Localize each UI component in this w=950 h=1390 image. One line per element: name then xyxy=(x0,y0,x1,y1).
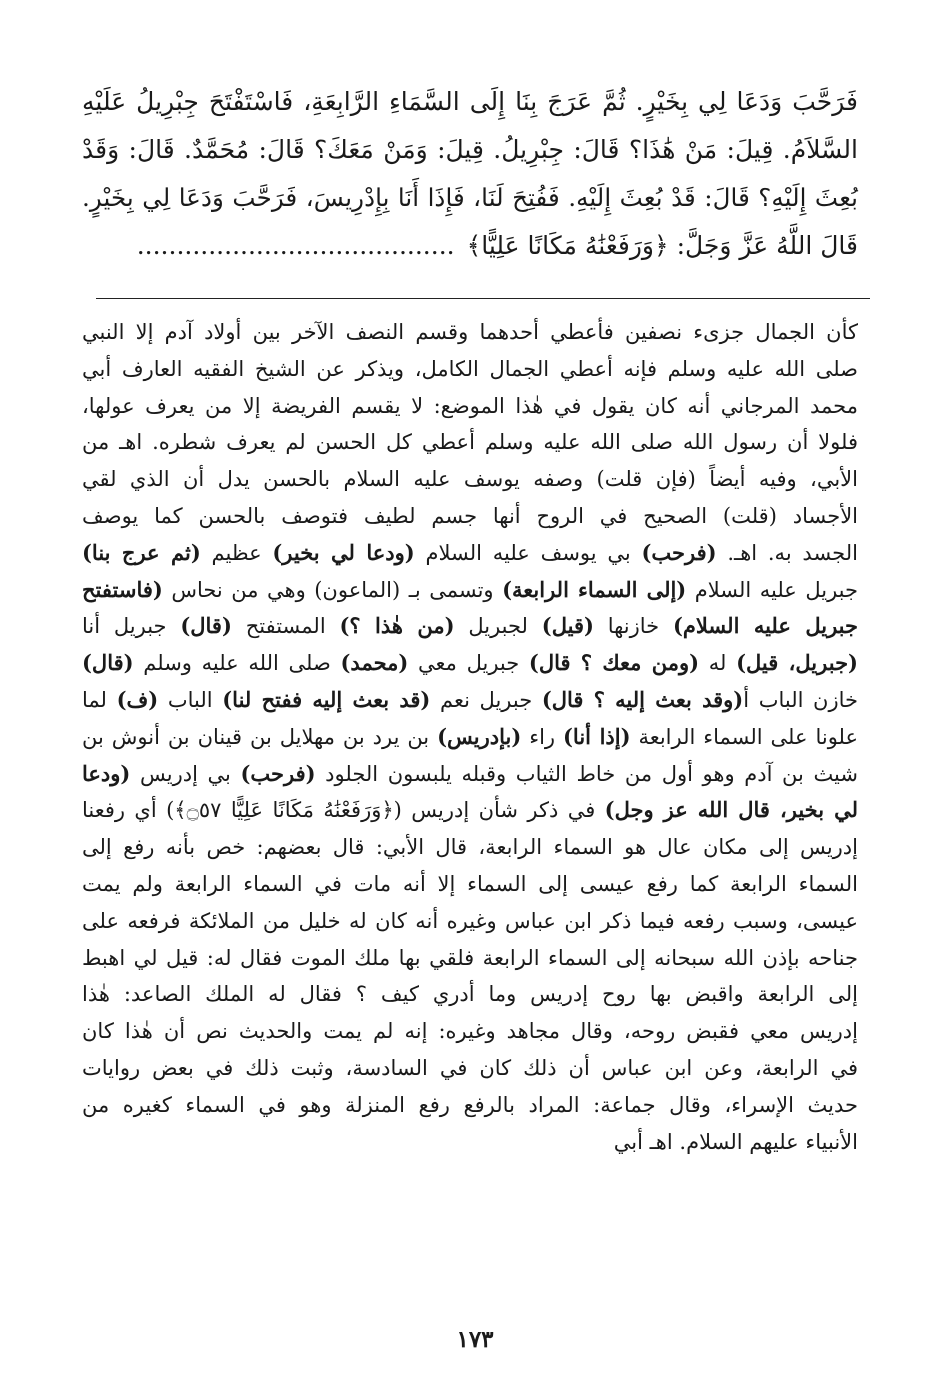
commentary-line xyxy=(82,829,858,866)
commentary-quote-bold: (قال) xyxy=(180,613,232,639)
commentary-segment: لجبريل xyxy=(454,614,542,639)
commentary-quote-bold: (ف) xyxy=(116,686,159,712)
commentary-quote-bold: (فرحب) xyxy=(641,539,717,565)
footnote-separator xyxy=(96,298,870,299)
commentary-quote-bold: لي بخير، قال الله عز وجل) xyxy=(604,797,858,823)
commentary-quote-bold: (جبريل، قيل) xyxy=(736,650,858,676)
commentary-segment: إدريس إلى مكان عال هو السماء الرابعة، قال الأبي: قال بعضهم: خص بأنه رفع إلى xyxy=(82,835,858,860)
commentary-segment: الباب xyxy=(158,687,223,712)
commentary-line xyxy=(82,682,858,719)
commentary-quote-bold: (ومن معك ؟ قال) xyxy=(528,650,700,676)
commentary-segment: محمد المرجاني أنه كان يقول في هٰذا الموضع: لا يقسم الفريضة إلا من يعرف عولها، xyxy=(82,393,858,418)
commentary-segment: جناحه بإذن الله سبحانه إلى السماء الرابعة فلقي بها ملك الموت فقال له: قيل لي اهبط xyxy=(82,945,858,970)
commentary-quote-bold: (إذا أنا) xyxy=(563,723,631,749)
commentary-segment: راء xyxy=(521,724,563,749)
commentary-segment: الجسد به. اهـ. xyxy=(716,540,858,565)
commentary-segment: فلولا أن رسول الله صلى الله عليه وسلم أعطي كل الحسن لم يعرف شطره. اهـ من xyxy=(82,430,858,455)
commentary-segment: جبريل معي xyxy=(408,651,529,676)
quran-verse-line: قَالَ اللَّهُ عَزَّ وَجَلَّ: ﴿وَرَفَعْنَٰهُ مَكَانًا عَلِيًّا﴾ xyxy=(466,231,858,260)
commentary-line xyxy=(82,1124,858,1161)
commentary-segment: بن يرد بن مهلايل بن قينان بن أنوش بن xyxy=(82,724,438,749)
commentary-segment: خازن الباب أ xyxy=(743,687,859,712)
commentary-line xyxy=(82,903,858,940)
hadith-text xyxy=(82,78,858,270)
commentary-segment: الأجساد (قلت) الصحيح في الروح أنها جسم لطيف فتوصف بالحسن كما يوصف xyxy=(82,503,858,528)
commentary-quote-bold: (قد بعث إليه ففتح لنا) xyxy=(222,686,431,712)
commentary-line xyxy=(82,1013,858,1050)
commentary-segment: صلى الله عليه وسلم xyxy=(133,651,341,676)
commentary-segment: عيسى، وسبب رفعه فيما ذكر ابن عباس وغيره أنه كان له خليل من الملائكة فرفعه على xyxy=(82,908,858,933)
hadith-line: فَرَحَّبَ وَدَعَا لِي بِخَيْرٍ. ثُمَّ عَرَجَ بِنَا إِلَى السَّمَاءِ الرَّابِعَةِ، فَاسْتَفْتَحَ جِبْرِيلُ عَلَيْهِ xyxy=(82,87,858,116)
commentary-line xyxy=(82,498,858,535)
commentary-line xyxy=(82,608,858,645)
commentary-quote-bold: (من هٰذا ؟) xyxy=(339,613,455,639)
commentary-line xyxy=(82,572,858,609)
commentary-segment: علونا على السماء الرابعة xyxy=(630,724,859,749)
commentary-segment: بي إدريس xyxy=(130,761,241,786)
commentary-segment: صلى الله عليه وسلم فإنه أعطي الجمال الكامل، ويذكر عن الشيخ الفقيه العارف أبي xyxy=(82,356,858,381)
ellipsis-dots: ........................................ xyxy=(136,231,455,260)
commentary-segment: خازنها xyxy=(593,614,673,639)
commentary-line xyxy=(82,976,858,1013)
commentary-line xyxy=(82,351,858,388)
commentary-quote-bold: (ثم عرج بنا) xyxy=(82,539,201,565)
hadith-line: السَّلاَمُ. قِيلَ: مَنْ هَٰذَا؟ قَالَ: جِبْرِيلُ. قِيلَ: وَمَنْ مَعَكَ؟ قَالَ: مُحَمَّدٌ. قَالَ: وَقَدْ xyxy=(82,135,858,164)
commentary-quote-bold: (وقد بعث إليه ؟ قال) xyxy=(541,686,744,712)
commentary-segment: كأن الجمال جزىء نصفين فأعطي أحدهما وقسم النصف الآخر بين أولاد آدم إلا النبي xyxy=(82,320,858,344)
commentary-segment: إدريس معي فقبض روحه، وقال مجاهد وغيره: إنه لم يمت والحديث نص أن هٰذا كان xyxy=(82,1019,858,1044)
commentary-segment: عظيم xyxy=(200,540,273,565)
commentary-line xyxy=(82,719,858,756)
commentary-line xyxy=(82,388,858,425)
commentary-segment: وتسمى بـ (الماعون) وهي من نحاس xyxy=(162,577,503,602)
commentary-quote-bold: (محمد) xyxy=(340,650,409,676)
commentary-line xyxy=(82,314,858,351)
commentary-line xyxy=(82,645,858,682)
page-number: ١٧٣ xyxy=(456,1326,494,1353)
hadith-line-last xyxy=(82,222,858,270)
commentary-line xyxy=(82,535,858,572)
commentary-quote-bold: (فرحب) xyxy=(240,760,316,786)
commentary-quote-bold: (فاستفتح xyxy=(82,576,163,602)
hadith-line: بُعِثَ إِلَيْهِ؟ قَالَ: قَدْ بُعِثَ إِلَيْهِ. فَفُتِحَ لَنَا، فَإِذَا أَنَا بِإِدْرِيسَ، فَرَحَّبَ وَدَعَا لِي بِخَيْرٍ. xyxy=(82,183,858,212)
commentary-segment: حديث الإسراء، وقال جماعة: المراد بالرفع رفع المنزلة وهو في السماء كغيره من xyxy=(82,1092,858,1117)
commentary-text xyxy=(82,314,858,1160)
commentary-line xyxy=(82,461,858,498)
commentary-segment: بي يوسف عليه السلام xyxy=(414,540,642,565)
commentary-line xyxy=(82,1087,858,1124)
commentary-segment: المستفتح xyxy=(231,614,340,639)
commentary-quote-bold: (ودعا لي بخير) xyxy=(272,539,415,565)
commentary-segment: شيث بن آدم وهو أول من خاط الثياب وقبله يلبسون الجلود xyxy=(315,761,858,786)
commentary-segment: جبريل أنا xyxy=(82,614,181,639)
commentary-segment: لما xyxy=(82,687,117,712)
commentary-segment: جبريل عليه السلام xyxy=(686,577,858,602)
commentary-segment: إلى الرابعة واقبض بها روح إدريس وما أدري كيف ؟ فقال له الملك الصاعد: هٰذا xyxy=(82,982,858,1007)
commentary-line xyxy=(82,756,858,793)
commentary-quote-bold: (بإدريس) xyxy=(437,723,522,749)
commentary-line xyxy=(82,792,858,829)
commentary-line xyxy=(82,866,858,903)
commentary-segment: جبريل نعم xyxy=(430,687,542,712)
commentary-quote-bold: (قال) xyxy=(82,650,134,676)
commentary-segment: له xyxy=(699,651,737,676)
commentary-segment: الأبي، وفيه أيضاً (فإن قلت) وصفه يوسف عليه السلام بالحسن يدل أن الذي لقي xyxy=(82,467,858,492)
commentary-quote-bold: (قيل) xyxy=(541,613,594,639)
commentary-line xyxy=(82,424,858,461)
commentary-line xyxy=(82,940,858,977)
commentary-quote-bold: (إلى السماء الرابعة) xyxy=(502,576,687,602)
commentary-segment: الأنبياء عليهم السلام. اهـ أبي xyxy=(613,1129,858,1154)
commentary-segment: في الرابعة، وعن ابن عباس أن ذلك كان في السادسة، وثبت ذلك في بعض روايات xyxy=(82,1055,858,1080)
commentary-segment: السماء الرابعة كما رفع عيسى إلى السماء إلا أنه مات في السماء الرابعة ولم يمت xyxy=(82,871,858,896)
commentary-segment: في ذكر شأن إدريس (﴿وَرَفَعْنَٰهُ مَكَانًا عَلِيًّا ۝٥٧﴾) أي رفعنا xyxy=(82,798,605,823)
commentary-line xyxy=(82,1050,858,1087)
commentary-quote-bold: (ودعا xyxy=(82,760,131,786)
commentary-quote-bold: جبريل عليه السلام) xyxy=(672,613,859,639)
